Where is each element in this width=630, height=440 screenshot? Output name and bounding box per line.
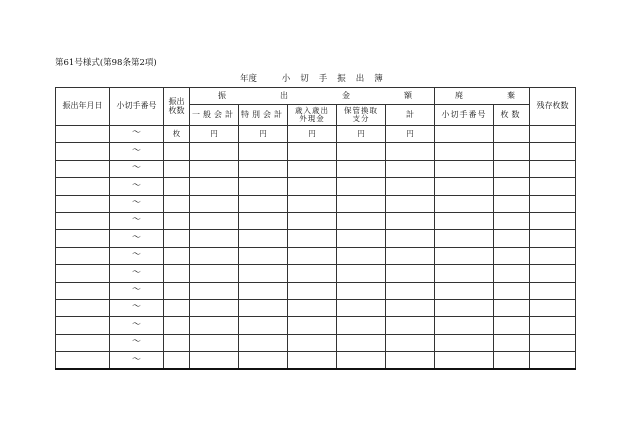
cell-remaining-count[interactable] <box>530 230 576 247</box>
cell-cash[interactable] <box>288 230 337 247</box>
cell-custody[interactable] <box>337 247 386 264</box>
cell-total[interactable] <box>386 299 435 316</box>
cell-remaining-count[interactable] <box>530 282 576 299</box>
cell-total[interactable] <box>386 230 435 247</box>
cell-issue-date[interactable] <box>56 247 110 264</box>
cell-remaining-count[interactable] <box>530 247 576 264</box>
cell-issue-date[interactable] <box>56 334 110 351</box>
cell-issued-count[interactable]: 枚 <box>164 126 190 143</box>
cell-special-account[interactable] <box>239 317 288 334</box>
cell-issued-count[interactable] <box>164 334 190 351</box>
cell-cash[interactable] <box>288 247 337 264</box>
cell-check-number[interactable]: ～ <box>110 212 164 229</box>
cell-issue-date[interactable] <box>56 299 110 316</box>
cell-remaining-count[interactable] <box>530 143 576 160</box>
cell-custody[interactable] <box>337 334 386 351</box>
ledger-row <box>56 352 576 370</box>
cell-custody[interactable] <box>337 230 386 247</box>
cell-issued-count[interactable] <box>164 178 190 195</box>
header-total: 計 <box>386 105 435 126</box>
header-amount-group <box>190 88 435 105</box>
cell-void-check-number[interactable] <box>435 299 494 316</box>
cell-issue-date[interactable] <box>56 160 110 177</box>
cell-general-account[interactable] <box>190 212 239 229</box>
cell-void-check-number[interactable] <box>435 212 494 229</box>
cell-check-number[interactable]: ～ <box>110 160 164 177</box>
header-amount-char-3: 金 <box>342 90 350 100</box>
cell-remaining-count[interactable] <box>530 334 576 351</box>
cell-remaining-count[interactable] <box>530 265 576 282</box>
cell-void-count[interactable] <box>494 212 530 229</box>
header-void-count: 枚数 <box>494 105 530 126</box>
check-issuance-ledger-table <box>55 87 576 370</box>
cell-cash[interactable] <box>288 160 337 177</box>
cell-cash[interactable] <box>288 317 337 334</box>
cell-void-check-number[interactable] <box>435 282 494 299</box>
header-cash-line2: 外現金 <box>299 114 325 123</box>
cell-special-account[interactable] <box>239 143 288 160</box>
cell-void-count[interactable] <box>494 178 530 195</box>
cell-void-check-number[interactable] <box>435 247 494 264</box>
cell-issued-count[interactable] <box>164 299 190 316</box>
cell-issued-count[interactable] <box>164 230 190 247</box>
cell-void-count[interactable] <box>494 352 530 370</box>
cell-check-number[interactable]: ～ <box>110 143 164 160</box>
form-title <box>240 72 393 84</box>
header-issue-date: 振出年月日 <box>56 88 110 126</box>
cell-void-count[interactable] <box>494 247 530 264</box>
cell-void-count[interactable] <box>494 282 530 299</box>
cell-total[interactable] <box>386 143 435 160</box>
cell-cash[interactable] <box>288 178 337 195</box>
cell-void-count[interactable] <box>494 299 530 316</box>
cell-cash[interactable] <box>288 212 337 229</box>
ledger-row <box>56 143 576 160</box>
cell-special-account[interactable] <box>239 352 288 370</box>
cell-void-check-number[interactable] <box>435 195 494 212</box>
cell-void-check-number[interactable] <box>435 143 494 160</box>
header-issued-count <box>164 88 190 126</box>
cell-void-count[interactable] <box>494 317 530 334</box>
cell-general-account[interactable] <box>190 352 239 370</box>
cell-total[interactable] <box>386 247 435 264</box>
header-check-number: 小切手番号 <box>110 88 164 126</box>
cell-special-account[interactable] <box>239 265 288 282</box>
cell-remaining-count[interactable] <box>530 212 576 229</box>
header-void-char-2: 棄 <box>507 90 516 100</box>
cell-custody[interactable] <box>337 160 386 177</box>
header-amount-char-2: 出 <box>280 90 288 100</box>
form-code: 第61号様式(第98条第2項) <box>55 58 157 68</box>
cell-remaining-count[interactable] <box>530 299 576 316</box>
header-custody <box>337 105 386 126</box>
ledger-row <box>56 126 576 143</box>
cell-special-account[interactable] <box>239 178 288 195</box>
cell-custody[interactable] <box>337 352 386 370</box>
cell-total[interactable] <box>386 317 435 334</box>
cell-issued-count[interactable] <box>164 265 190 282</box>
cell-custody[interactable] <box>337 195 386 212</box>
cell-custody[interactable] <box>337 299 386 316</box>
header-cash-line1: 歳入歳出 <box>295 106 329 116</box>
cell-issued-count[interactable] <box>164 247 190 264</box>
cell-issued-count[interactable] <box>164 212 190 229</box>
cell-check-number[interactable]: ～ <box>110 247 164 264</box>
cell-check-number[interactable]: ～ <box>110 352 164 370</box>
ledger-row <box>56 195 576 212</box>
cell-cash[interactable] <box>288 195 337 212</box>
cell-issued-count[interactable] <box>164 143 190 160</box>
cell-cash[interactable] <box>288 282 337 299</box>
ledger-row <box>56 317 576 334</box>
cell-void-count[interactable] <box>494 126 530 143</box>
cell-total[interactable] <box>386 352 435 370</box>
cell-check-number[interactable]: ～ <box>110 126 164 143</box>
cell-general-account[interactable] <box>190 282 239 299</box>
cell-issued-count[interactable] <box>164 317 190 334</box>
header-amount-char-1: 振 <box>218 90 226 100</box>
ledger-row <box>56 247 576 264</box>
cell-remaining-count[interactable] <box>530 126 576 143</box>
cell-cash[interactable] <box>288 299 337 316</box>
cell-issued-count[interactable] <box>164 160 190 177</box>
cell-check-number[interactable]: ～ <box>110 230 164 247</box>
cell-custody[interactable] <box>337 178 386 195</box>
cell-total[interactable] <box>386 178 435 195</box>
cell-special-account[interactable] <box>239 247 288 264</box>
cell-total[interactable] <box>386 160 435 177</box>
cell-void-check-number[interactable] <box>435 352 494 370</box>
cell-remaining-count[interactable] <box>530 160 576 177</box>
cell-void-check-number[interactable] <box>435 265 494 282</box>
cell-custody[interactable] <box>337 265 386 282</box>
cell-custody[interactable] <box>337 317 386 334</box>
cell-custody[interactable] <box>337 282 386 299</box>
cell-total[interactable] <box>386 212 435 229</box>
cell-void-count[interactable] <box>494 334 530 351</box>
header-amount-char-4: 額 <box>404 90 412 100</box>
cell-special-account[interactable] <box>239 160 288 177</box>
cell-issued-count[interactable] <box>164 282 190 299</box>
cell-general-account[interactable] <box>190 247 239 264</box>
cell-issue-date[interactable] <box>56 195 110 212</box>
cell-void-check-number[interactable] <box>435 334 494 351</box>
cell-remaining-count[interactable] <box>530 352 576 370</box>
cell-custody[interactable]: 円 <box>337 126 386 143</box>
cell-issued-count[interactable] <box>164 352 190 370</box>
cell-issue-date[interactable] <box>56 317 110 334</box>
cell-void-count[interactable] <box>494 143 530 160</box>
ledger-row <box>56 334 576 351</box>
cell-remaining-count[interactable] <box>530 317 576 334</box>
header-special-account: 特別会計 <box>239 105 288 126</box>
header-void-char-1: 廃 <box>455 90 464 100</box>
header-cash <box>288 105 337 126</box>
ledger-row <box>56 299 576 316</box>
header-void-check-number: 小切手番号 <box>435 105 494 126</box>
ledger-row <box>56 282 576 299</box>
cell-general-account[interactable]: 円 <box>190 126 239 143</box>
form-title-name: 小切手振出簿 <box>281 74 393 84</box>
ledger-row <box>56 230 576 247</box>
cell-void-check-number[interactable] <box>435 230 494 247</box>
header-issued-count-line2: 枚数 <box>168 105 185 115</box>
header-void-group <box>435 88 530 105</box>
cell-check-number[interactable]: ～ <box>110 265 164 282</box>
cell-issued-count[interactable] <box>164 195 190 212</box>
cell-check-number[interactable]: ～ <box>110 195 164 212</box>
cell-check-number[interactable]: ～ <box>110 282 164 299</box>
cell-special-account[interactable] <box>239 334 288 351</box>
cell-general-account[interactable] <box>190 160 239 177</box>
cell-special-account[interactable] <box>239 195 288 212</box>
cell-general-account[interactable] <box>190 299 239 316</box>
ledger-row <box>56 160 576 177</box>
cell-issue-date[interactable] <box>56 178 110 195</box>
cell-special-account[interactable] <box>239 212 288 229</box>
cell-cash[interactable] <box>288 265 337 282</box>
cell-remaining-count[interactable] <box>530 195 576 212</box>
cell-special-account[interactable] <box>239 299 288 316</box>
header-custody-line1: 保管換取 <box>344 106 378 116</box>
cell-general-account[interactable] <box>190 317 239 334</box>
cell-general-account[interactable] <box>190 334 239 351</box>
cell-general-account[interactable] <box>190 265 239 282</box>
cell-total[interactable]: 円 <box>386 126 435 143</box>
cell-general-account[interactable] <box>190 143 239 160</box>
cell-void-count[interactable] <box>494 160 530 177</box>
cell-issue-date[interactable] <box>56 352 110 370</box>
cell-general-account[interactable] <box>190 178 239 195</box>
cell-void-count[interactable] <box>494 195 530 212</box>
cell-cash[interactable] <box>288 334 337 351</box>
cell-issue-date[interactable] <box>56 230 110 247</box>
cell-issue-date[interactable] <box>56 126 110 143</box>
header-general-account: 一般会計 <box>190 105 239 126</box>
cell-special-account[interactable] <box>239 282 288 299</box>
cell-issue-date[interactable] <box>56 212 110 229</box>
cell-remaining-count[interactable] <box>530 178 576 195</box>
cell-issue-date[interactable] <box>56 265 110 282</box>
cell-total[interactable] <box>386 195 435 212</box>
cell-check-number[interactable]: ～ <box>110 178 164 195</box>
header-remaining-count: 残存枚数 <box>530 88 576 126</box>
cell-cash[interactable] <box>288 352 337 370</box>
cell-void-check-number[interactable] <box>435 126 494 143</box>
cell-cash[interactable]: 円 <box>288 126 337 143</box>
cell-check-number[interactable]: ～ <box>110 317 164 334</box>
cell-general-account[interactable] <box>190 195 239 212</box>
ledger-row <box>56 212 576 229</box>
cell-general-account[interactable] <box>190 230 239 247</box>
cell-custody[interactable] <box>337 143 386 160</box>
header-custody-line2: 支分 <box>352 114 370 123</box>
ledger-row <box>56 178 576 195</box>
cell-cash[interactable] <box>288 143 337 160</box>
cell-issue-date[interactable] <box>56 282 110 299</box>
cell-total[interactable] <box>386 265 435 282</box>
cell-check-number[interactable]: ～ <box>110 299 164 316</box>
cell-issue-date[interactable] <box>56 143 110 160</box>
cell-void-count[interactable] <box>494 265 530 282</box>
header-issued-count-line1: 振出 <box>168 97 185 107</box>
cell-custody[interactable] <box>337 212 386 229</box>
cell-special-account[interactable] <box>239 230 288 247</box>
cell-void-check-number[interactable] <box>435 178 494 195</box>
cell-void-count[interactable] <box>494 230 530 247</box>
cell-void-check-number[interactable] <box>435 160 494 177</box>
cell-check-number[interactable]: ～ <box>110 334 164 351</box>
cell-total[interactable] <box>386 334 435 351</box>
cell-special-account[interactable]: 円 <box>239 126 288 143</box>
cell-void-check-number[interactable] <box>435 317 494 334</box>
cell-total[interactable] <box>386 282 435 299</box>
ledger-row <box>56 265 576 282</box>
ledger-body <box>56 126 576 370</box>
form-title-year: 年度 <box>240 74 258 84</box>
